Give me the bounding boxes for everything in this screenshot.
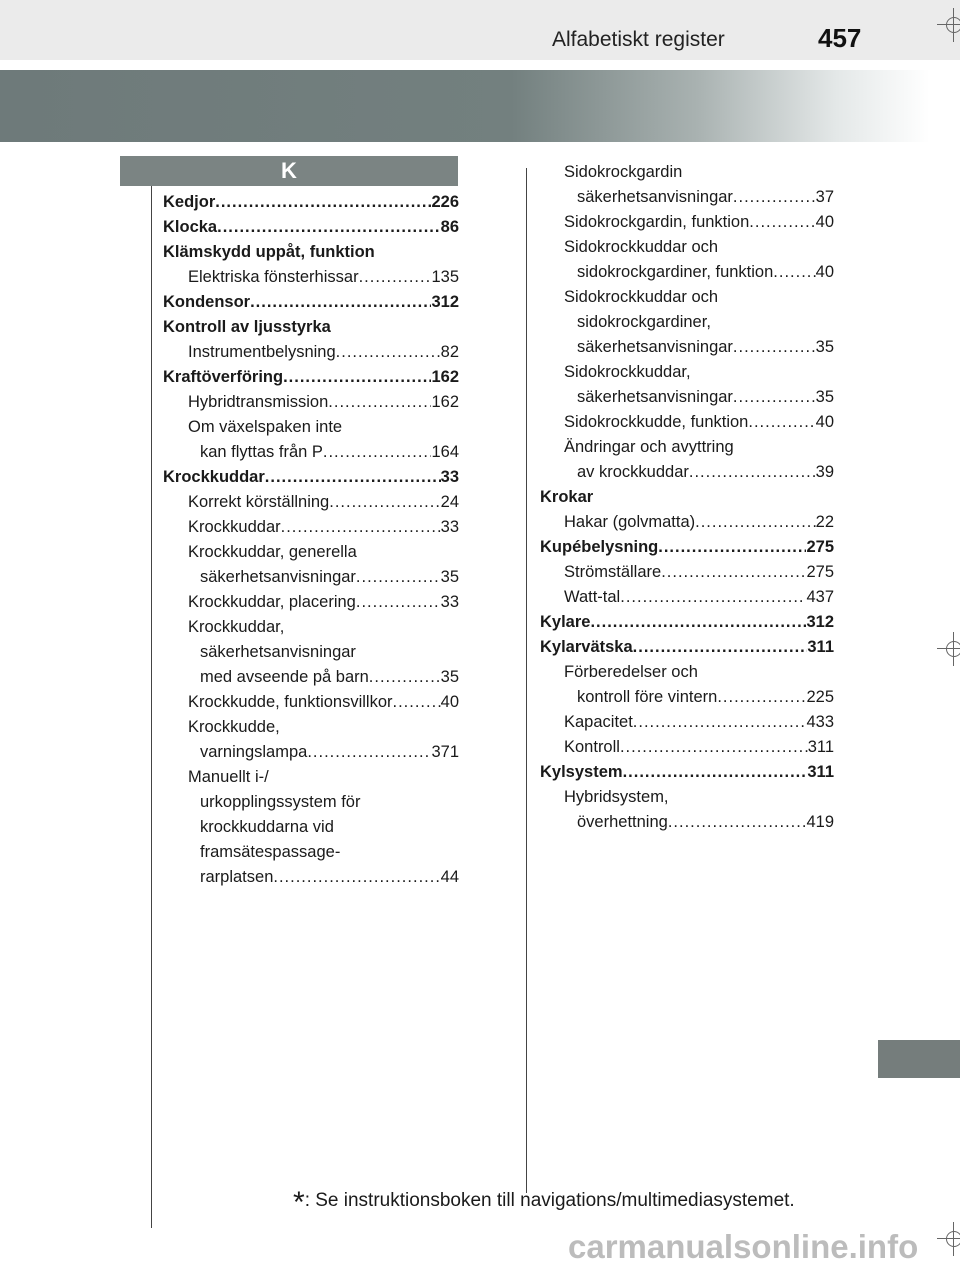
index-entry: [540, 685, 834, 710]
dot-leader: [336, 340, 441, 365]
index-entry-page: 40: [815, 213, 834, 231]
section-letter-header: K: [120, 156, 458, 186]
dot-leader: [620, 735, 808, 760]
index-entry-text: krockkuddarna vid: [200, 818, 334, 836]
index-entry-text: Krockkuddar,: [188, 618, 285, 636]
index-entry: [540, 185, 834, 210]
index-entry: [163, 840, 459, 865]
index-entry-page: 437: [806, 588, 834, 606]
dot-leader: [356, 590, 441, 615]
index-entry-page: 275: [806, 563, 834, 581]
dot-leader: [215, 190, 431, 215]
index-entry-page: 86: [440, 218, 459, 236]
index-entry: [163, 565, 459, 590]
index-entry-text: överhettning: [577, 813, 668, 831]
index-entry: [540, 285, 834, 310]
dot-leader: [281, 515, 441, 540]
index-entry-text: Kondensor: [163, 293, 251, 311]
index-column-left: [163, 190, 459, 890]
index-entry-text: säkerhetsanvisningar: [577, 188, 733, 206]
index-entry: [540, 160, 834, 185]
index-entry-text: Kylsystem: [540, 763, 623, 781]
dot-leader: [273, 865, 440, 890]
dot-leader: [733, 185, 816, 210]
header-banner: [0, 70, 930, 142]
index-entry: [163, 765, 459, 790]
dot-leader: [323, 440, 432, 465]
dot-leader: [217, 215, 441, 240]
dot-leader: [329, 490, 440, 515]
index-entry-page: 35: [815, 338, 834, 356]
index-entry-text: Kupébelysning: [540, 538, 659, 556]
top-bar: [0, 0, 960, 60]
index-entry: [540, 760, 834, 785]
index-entry-text: framsätespassage-: [200, 843, 341, 861]
index-entry-text: Kedjor: [163, 193, 216, 211]
index-entry: [540, 710, 834, 735]
index-entry: [540, 385, 834, 410]
index-entry-page: 40: [815, 263, 834, 281]
dot-leader: [661, 560, 806, 585]
index-entry-page: 35: [440, 568, 459, 586]
dot-leader: [773, 260, 815, 285]
index-entry: [540, 260, 834, 285]
index-entry-page: 311: [807, 738, 834, 756]
dot-leader: [356, 565, 441, 590]
index-entry-page: 33: [440, 468, 459, 486]
index-entry-page: 312: [431, 293, 459, 311]
index-entry-text: Ändringar och avyttring: [564, 438, 734, 456]
index-entry: [163, 715, 459, 740]
index-entry-text: Sidokrockkudde, funktion: [564, 413, 749, 431]
index-entry-page: 164: [431, 443, 459, 461]
index-entry-text: Klämskydd uppåt, funktion: [163, 243, 375, 261]
index-entry-text: Krockkuddar, placering: [188, 593, 356, 611]
index-entry-text: Sidokrockgardin: [564, 163, 683, 181]
index-entry-page: 226: [431, 193, 459, 211]
index-entry-page: 162: [431, 393, 459, 411]
index-entry-text: Krokar: [540, 488, 594, 506]
index-entry: [540, 810, 834, 835]
index-entry-text: av krockkuddar: [577, 463, 689, 481]
index-entry: [540, 410, 834, 435]
index-entry-page: 433: [806, 713, 834, 731]
index-entry: [540, 785, 834, 810]
dot-leader: [250, 290, 431, 315]
index-entry-text: Sidokrockkuddar,: [564, 363, 691, 381]
index-entry-page: 24: [440, 493, 459, 511]
registration-mark-icon: [943, 638, 960, 660]
index-entry: [163, 340, 459, 365]
index-entry-page: 39: [815, 463, 834, 481]
index-entry-page: 371: [431, 743, 459, 761]
registration-mark-icon: [943, 1228, 960, 1250]
dot-leader: [733, 385, 816, 410]
dot-leader: [733, 335, 816, 360]
footnote: [293, 1186, 795, 1220]
index-entry-text: Om växelspaken inte: [188, 418, 343, 436]
index-entry-text: Elektriska fönsterhissar: [188, 268, 359, 286]
index-entry-page: 225: [806, 688, 834, 706]
index-entry: [540, 485, 834, 510]
index-entry: [163, 690, 459, 715]
index-entry-text: Krockkudde, funktionsvillkor: [188, 693, 393, 711]
dot-leader: [658, 535, 806, 560]
index-entry: [163, 465, 459, 490]
index-entry-text: Krockkuddar: [163, 468, 265, 486]
index-entry-text: Sidokrockkuddar och: [564, 288, 719, 306]
index-entry: [540, 635, 834, 660]
index-entry-text: Krockkudde,: [188, 718, 280, 736]
dot-leader: [633, 710, 807, 735]
index-entry: [163, 740, 459, 765]
index-entry: [163, 815, 459, 840]
index-entry: [163, 390, 459, 415]
index-entry: [540, 660, 834, 685]
index-entry: [163, 665, 459, 690]
index-entry-text: Sidokrockgardin, funktion: [564, 213, 750, 231]
index-entry: [540, 360, 834, 385]
dot-leader: [328, 390, 431, 415]
index-entry-page: 312: [806, 613, 834, 631]
index-entry-text: med avseende på barn: [200, 668, 369, 686]
index-entry: [163, 515, 459, 540]
index-entry: [540, 235, 834, 260]
index-entry-text: rarplatsen: [200, 868, 274, 886]
index-column-right: [540, 160, 834, 835]
dot-leader: [689, 460, 816, 485]
index-entry: [540, 610, 834, 635]
index-entry-page: 40: [815, 413, 834, 431]
index-entry-text: Krockkuddar, generella: [188, 543, 357, 561]
index-entry-text: kontroll före vintern: [577, 688, 718, 706]
index-entry-text: Watt-tal: [564, 588, 621, 606]
index-entry-page: 135: [431, 268, 459, 286]
index-entry-page: 40: [440, 693, 459, 711]
index-entry-text: Manuellt i-/: [188, 768, 269, 786]
index-entry-text: Kraftöverföring: [163, 368, 284, 386]
footnote-text: : Se instruktionsboken till navigations/multimediasystemet.: [304, 1190, 795, 1211]
index-entry-text: Kylare: [540, 613, 591, 631]
index-entry-page: 35: [815, 388, 834, 406]
index-entry-text: säkerhetsanvisningar: [577, 338, 733, 356]
dot-leader: [283, 365, 431, 390]
page-number: 457: [818, 23, 862, 53]
index-entry-page: 162: [431, 368, 459, 386]
page-header-title: Alfabetiskt register: [552, 28, 725, 51]
index-entry-text: Klocka: [163, 218, 218, 236]
index-entry: [163, 540, 459, 565]
index-entry: [540, 585, 834, 610]
index-entry: [163, 590, 459, 615]
index-entry-page: 311: [807, 638, 834, 656]
column-divider: [526, 168, 527, 1193]
index-entry: [540, 335, 834, 360]
index-entry: [163, 640, 459, 665]
index-entry-text: Instrumentbelysning: [188, 343, 336, 361]
index-entry-page: 37: [815, 188, 834, 206]
registration-mark-icon: [943, 14, 960, 36]
footnote-mark: *: [293, 1186, 305, 1219]
dot-leader: [359, 265, 432, 290]
index-entry-page: 275: [806, 538, 834, 556]
index-entry-text: Strömställare: [564, 563, 662, 581]
index-entry: [163, 415, 459, 440]
index-entry-text: säkerhetsanvisningar: [200, 643, 356, 661]
index-entry: [540, 460, 834, 485]
index-entry-text: Krockkuddar: [188, 518, 281, 536]
index-entry-page: 33: [440, 593, 459, 611]
index-entry-text: Sidokrockkuddar och: [564, 238, 719, 256]
index-entry: [163, 315, 459, 340]
dot-leader: [717, 685, 806, 710]
dot-leader: [668, 810, 807, 835]
index-entry-text: Kontroll: [564, 738, 620, 756]
index-entry-page: 35: [440, 668, 459, 686]
index-entry-text: kan flyttas från P: [200, 443, 323, 461]
index-entry-text: Kylarvätska: [540, 638, 633, 656]
dot-leader: [695, 510, 816, 535]
index-entry-text: säkerhetsanvisningar: [577, 388, 733, 406]
index-entry: [163, 615, 459, 640]
index-entry: [540, 435, 834, 460]
left-column-rule: [151, 186, 152, 1228]
index-entry-page: 44: [440, 868, 459, 886]
index-entry: [163, 240, 459, 265]
index-entry: [163, 365, 459, 390]
index-entry-text: Korrekt körställning: [188, 493, 330, 511]
index-entry: [540, 510, 834, 535]
index-entry: [163, 190, 459, 215]
dot-leader: [369, 665, 441, 690]
index-entry-text: sidokrockgardiner, funktion: [577, 263, 774, 281]
index-entry: [540, 560, 834, 585]
index-entry: [163, 490, 459, 515]
index-entry-text: Hybridtransmission: [188, 393, 329, 411]
index-entry-text: säkerhetsanvisningar: [200, 568, 356, 586]
index-entry: [540, 735, 834, 760]
index-entry: [163, 790, 459, 815]
index-entry-text: urkopplingssystem för: [200, 793, 361, 811]
dot-leader: [307, 740, 431, 765]
index-entry-page: 82: [440, 343, 459, 361]
index-entry-text: varningslampa: [200, 743, 308, 761]
dot-leader: [748, 410, 815, 435]
dot-leader: [633, 635, 808, 660]
dot-leader: [620, 585, 806, 610]
index-entry-page: 22: [815, 513, 834, 531]
index-entry-text: Kapacitet: [564, 713, 633, 731]
index-entry-text: Hybridsystem,: [564, 788, 669, 806]
dot-leader: [749, 210, 815, 235]
section-side-tab: [878, 1040, 960, 1078]
index-entry-page: 33: [440, 518, 459, 536]
index-entry: [540, 210, 834, 235]
index-entry: [540, 310, 834, 335]
dot-leader: [393, 690, 441, 715]
index-entry: [163, 290, 459, 315]
index-entry-text: Kontroll av ljusstyrka: [163, 318, 331, 336]
index-entry-page: 419: [806, 813, 834, 831]
index-entry-text: Förberedelser och: [564, 663, 698, 681]
index-entry: [163, 215, 459, 240]
index-entry-page: 311: [807, 763, 834, 781]
index-entry: [163, 865, 459, 890]
dot-leader: [590, 610, 806, 635]
index-entry: [540, 535, 834, 560]
index-entry: [163, 440, 459, 465]
dot-leader: [623, 760, 808, 785]
index-entry-text: sidokrockgardiner,: [577, 313, 711, 331]
dot-leader: [265, 465, 441, 490]
watermark: carmanualsonline.info: [568, 1228, 919, 1265]
index-entry: [163, 265, 459, 290]
index-entry-text: Hakar (golvmatta): [564, 513, 696, 531]
